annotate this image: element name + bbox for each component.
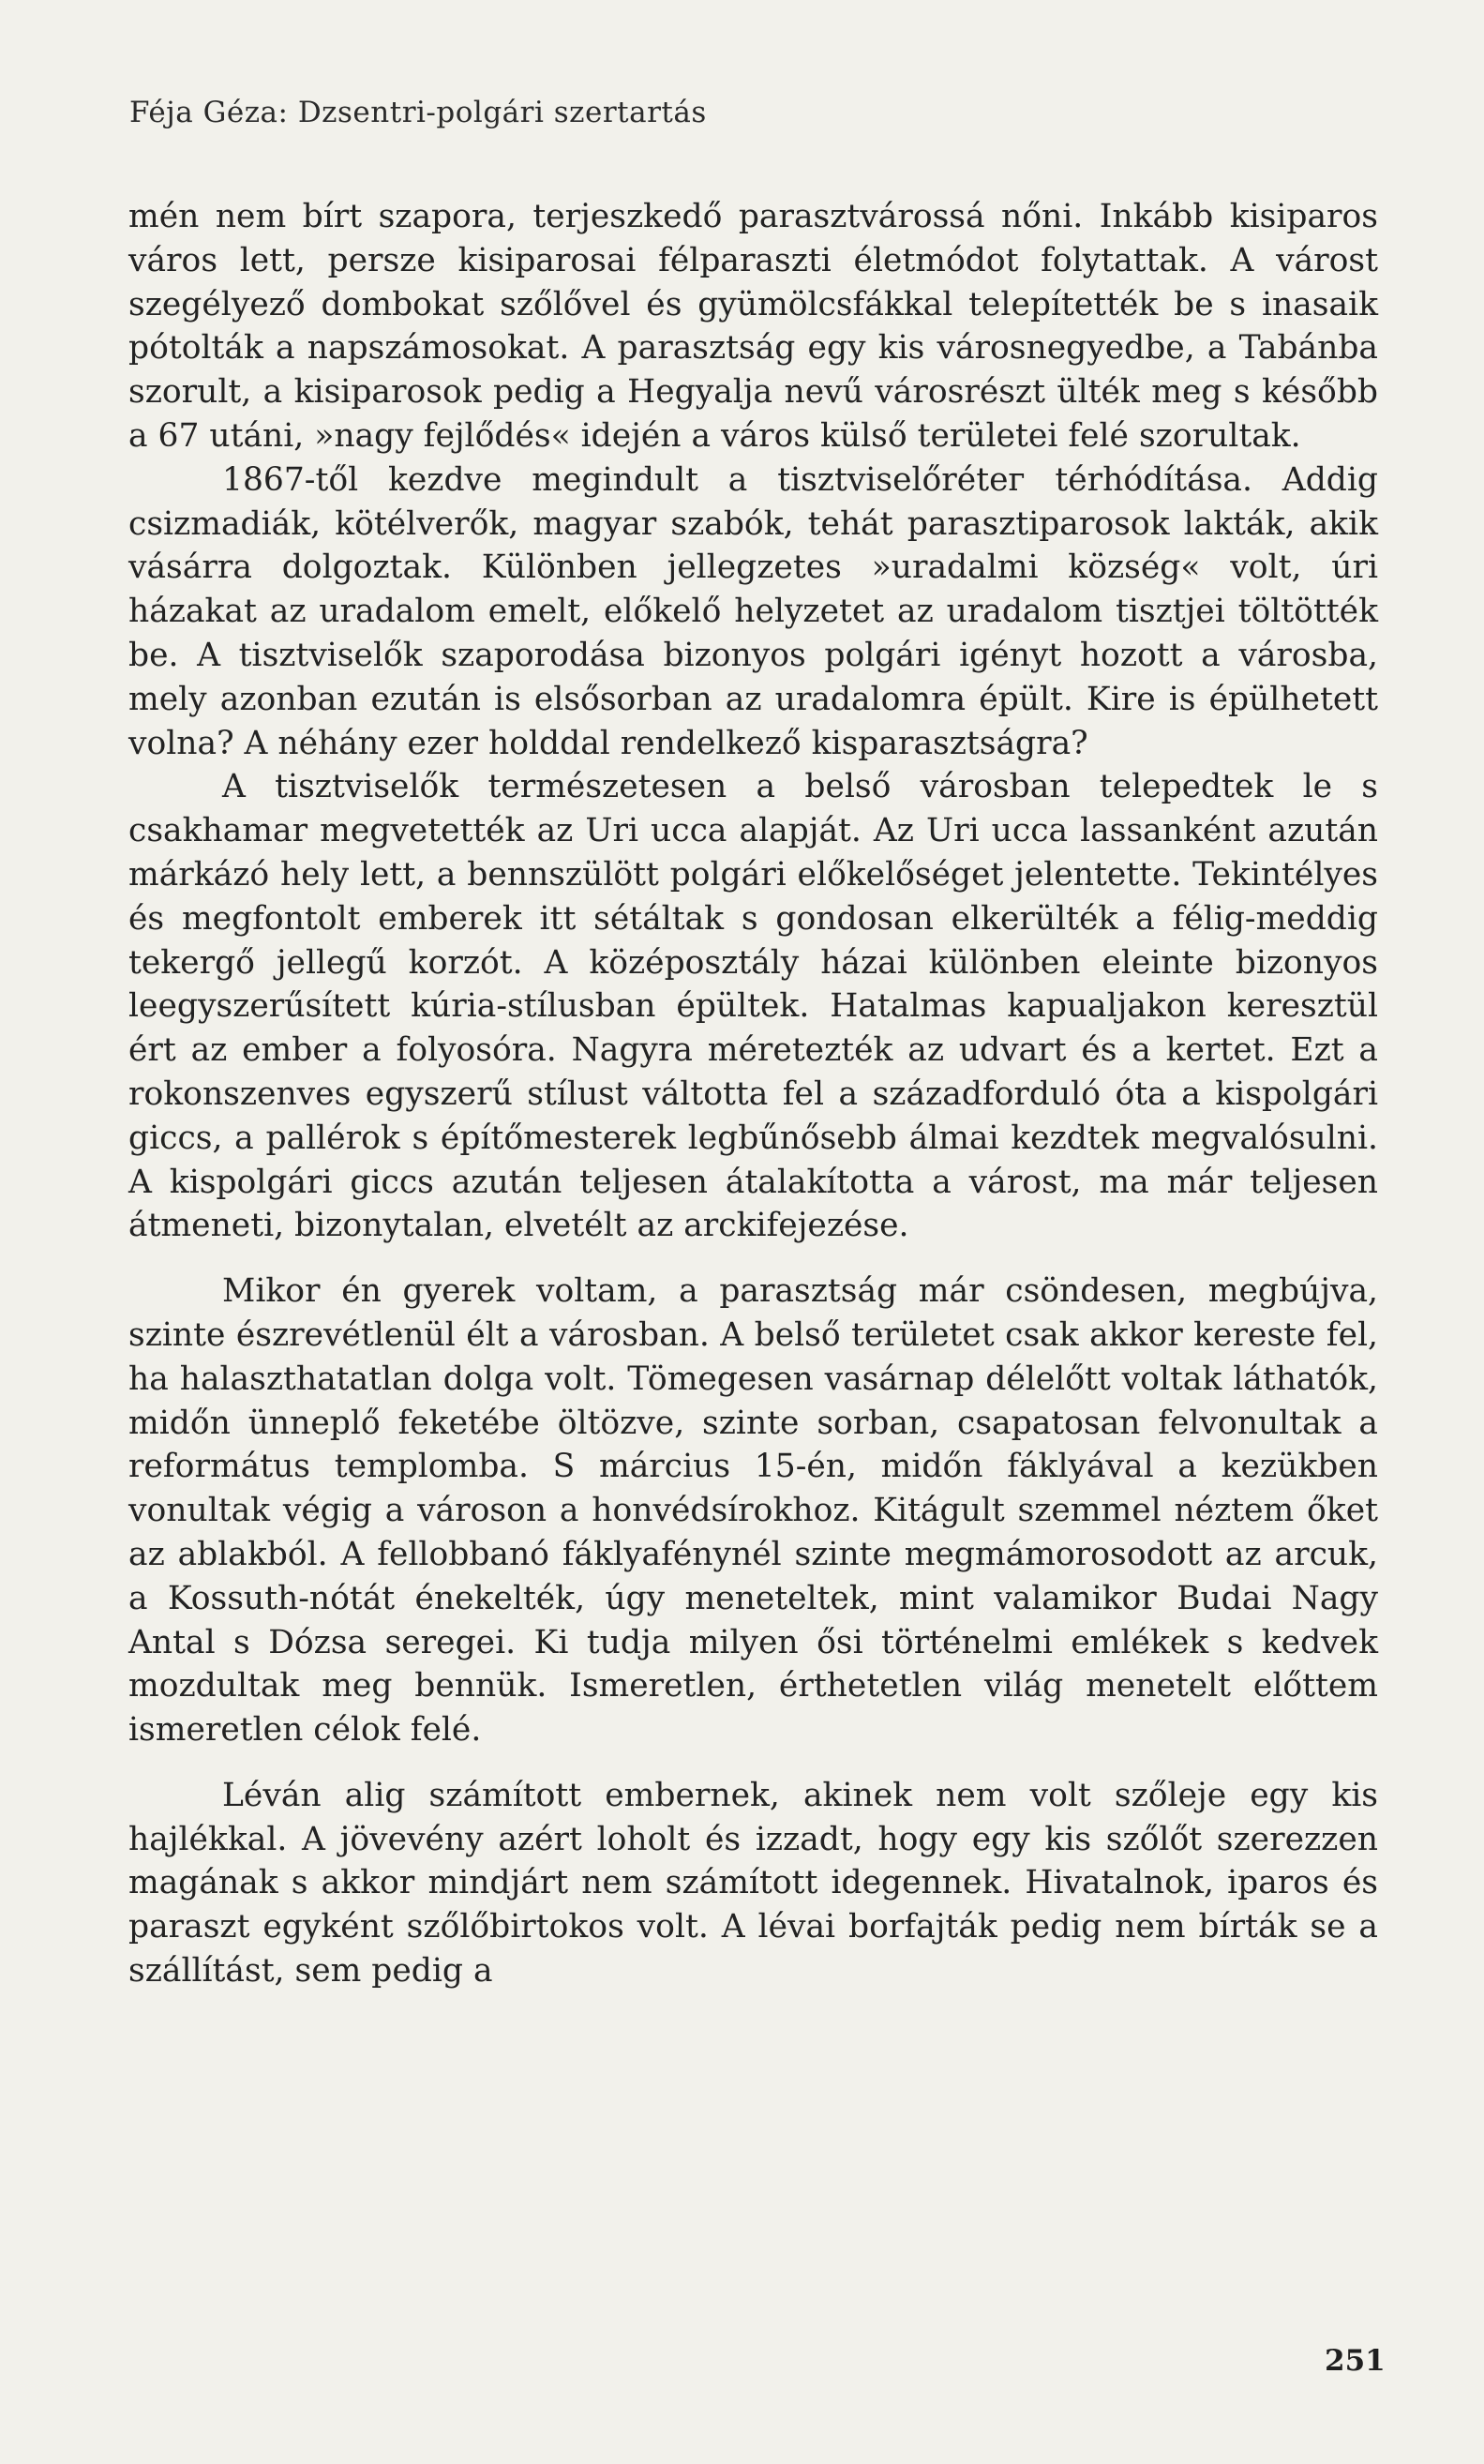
page-number: 251 [1325, 2344, 1386, 2378]
paragraph-1: mén nem bírt szapora, terjeszkedő parasztvárossá nőni. Inkább kisiparos város lett, persze kisiparosai félparaszti életmódot folytattak. A várost szegélyező dombokat szőlővel és gyümölcsfákkal telepítették be s inasaik pótolták a napszámosokat. A parasztság egy kis városnegyedbe, a Tabánba szorult, a kisiparosok pedig a Hegyalja nevű városrészt ülték meg s később a 67 utáni, »nagy fejlődés« idején a város külső területei felé szorultak. [128, 198, 1378, 455]
paragraph-4: Mikor én gyerek voltam, a parasztság már csöndesen, megbújva, szinte észrevétlenül élt a városban. A belső területet csak akkor kereste fel, ha halaszthatatlan dolga volt. Tömegesen vasárnap délelőtt voltak láthatók, midőn ünneplő feketébe öltözve, szinte sorban, csapatosan felvonultak a református templomba. S március 15-én, midőn fáklyával a kezükben vonultak végig a városon a honvédsírokhoz. Kitágult szemmel néztem őket az ablakból. A fellobbanó fáklyafénynél szinte megmámorosodott az arcuk, a Kossuth-nótát énekelték, úgy meneteltek, mint valamikor Budai Nagy Antal s Dózsa seregei. Ki tudja milyen ősi történelmi emlékek s kedvek mozdultak meg bennük. Ismeretlen, érthetetlen világ menetelt előttem ismeretlen célok felé. [128, 1272, 1378, 1750]
running-header: Féja Géza: Dzsentri-polgári szertartás [129, 96, 707, 129]
paragraph-3: A tisztviselők természetesen a belső városban telepedtek le s csakhamar megvetették az Uri ucca alapját. Az Uri ucca lassanként azután márkázó hely lett, a bennszülött polgári előkelőséget jelentette. Tekintélyes és megfontolt emberek itt sétáltak s gondosan elkerülték a félig-meddig tekergő jellegű korzót. A középosztály házai különben eleinte bizonyos leegyszerűsített kúria-stílusban épültek. Hatalmas kapualjakon keresztül ért az ember a folyosóra. Nagyra méretezték az udvart és a kertet. Ezt a rokonszenves egyszerű stílust váltotta fel a századforduló óta a kispolgári giccs, a pallérok s építőmesterek legbűnősebb álmai kezdtek megvalósulni. A kispolgári giccs azután teljesen átalakította a várost, ma már teljesen átmeneti, bizonytalan, elvetélt az arckifejezése. [128, 768, 1378, 1245]
paragraph-5: Léván alig számított embernek, akinek nem volt szőleje egy kis hajlékkal. A jövevény azért loholt és izzadt, hogy egy kis szőlőt szerezzen magának s akkor mindjárt nem számított idegennek. Hivatalnok, iparos és paraszt egyként szőlőbirtokos volt. A lévai borfajták pedig nem bírták se a szállítást, sem pedig a [128, 1776, 1378, 1991]
paragraph-2: 1867-től kezdve megindult a tisztviselőrétег térhódítása. Addig csizmadiák, kötélverők, magyar szabók, tehát parasztiparosok lakták, akik vásárra dolgoztak. Különben jellegzetes »uradalmi község« volt, úri házakat az uradalom emelt, előkelő helyzetet az uradalom tisztjei töltötték be. A tisztviselők szaporodása bizonyos polgári igényt hozott a városba, mely azonban ezután is elsősorban az uradalomra épült. Kire is épülhetett volna? A néhány ezer holddal rendelkező kisparasztságra? [128, 460, 1378, 762]
body-text [128, 195, 1378, 1993]
